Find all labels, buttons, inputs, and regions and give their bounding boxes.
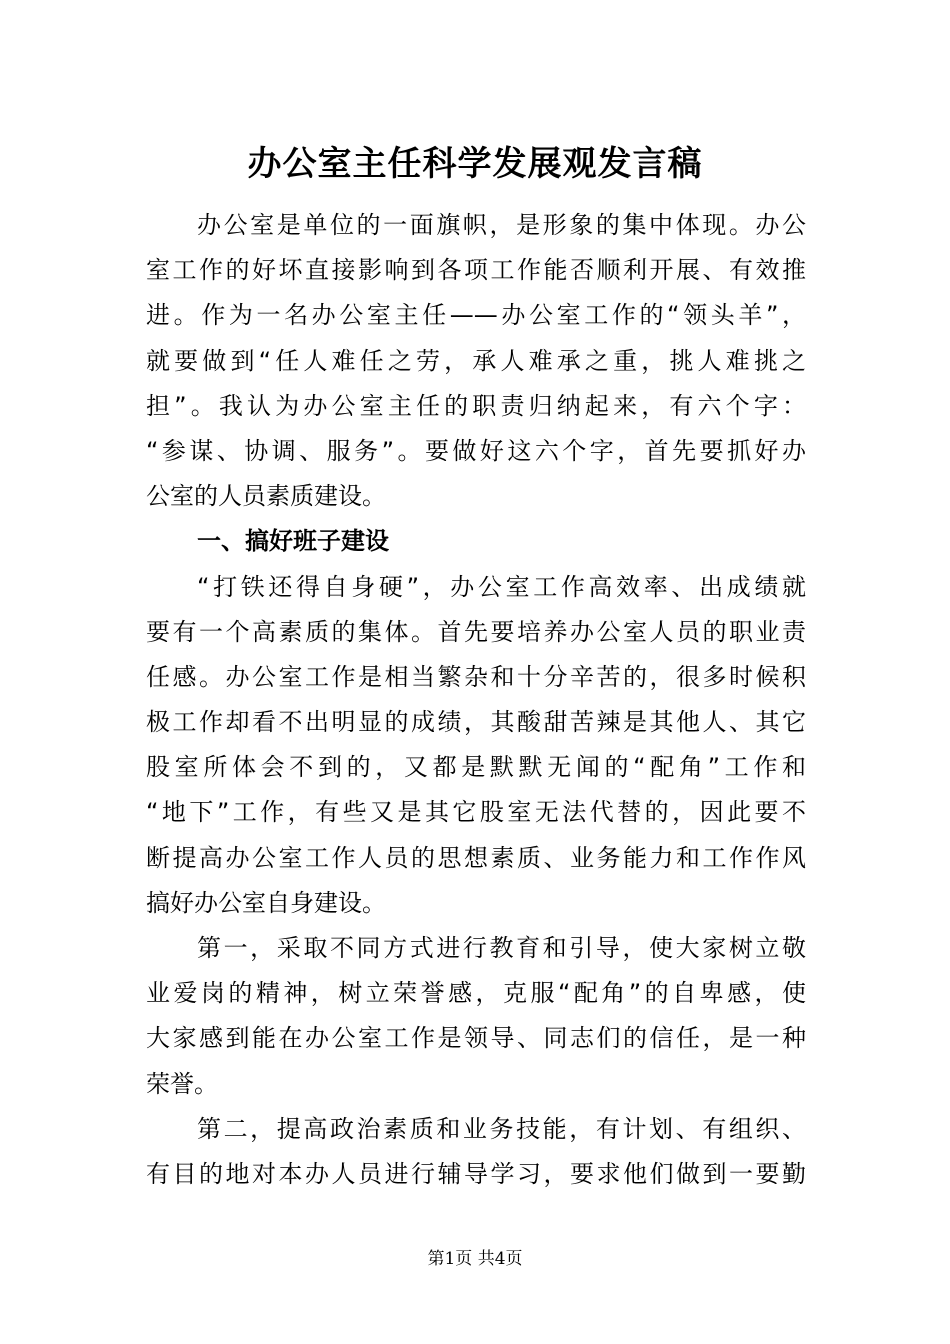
page-footer: 第1页 共4页 [427, 1249, 523, 1269]
paragraph-line: 办公室是单位的一面旗帜，是形象的集中体现。办公 [197, 211, 806, 239]
document-body [146, 203, 806, 1197]
paragraph-line: “打铁还得自身硬”，办公室工作高效率、出成绩就 [197, 572, 806, 601]
paragraph-line: 第一，采取不同方式进行教育和引导，使大家树立敬 [197, 934, 806, 962]
paragraph-line: 业爱岗的精神，树立荣誉感，克服“配角”的自卑感，使 [146, 979, 806, 1008]
paragraph-line: “地下”工作，有些又是其它股室无法代替的，因此要不 [146, 798, 806, 827]
paragraph-line: 股室所体会不到的，又都是默默无闻的“配角”工作和 [146, 753, 806, 782]
paragraph-line: 进。作为一名办公室主任——办公室工作的“领头羊”， [146, 301, 806, 330]
paragraph-line: 第二，提高政治素质和业务技能，有计划、有组织、 [197, 1114, 806, 1143]
paragraph-line: 有目的地对本办人员进行辅导学习，要求他们做到一要勤 [146, 1159, 806, 1188]
paragraph-line: 就要做到“任人难任之劳，承人难承之重，挑人难挑之 [146, 346, 806, 375]
paragraph-line: “参谋、协调、服务”。要做好这六个字，首先要抓好办 [146, 436, 806, 465]
paragraph-line: 任感。办公室工作是相当繁杂和十分辛苦的，很多时候积 [146, 662, 806, 691]
paragraph-line: 荣誉。 [146, 1069, 218, 1098]
paragraph-line: 室工作的好坏直接影响到各项工作能否顺利开展、有效推 [146, 256, 806, 285]
paragraph-line: 极工作却看不出明显的成绩，其酸甜苦辣是其他人、其它 [146, 708, 806, 737]
paragraph-line: 担”。我认为办公室主任的职责归纳起来，有六个字： [146, 391, 806, 420]
document-title: 办公室主任科学发展观发言稿 [247, 144, 703, 184]
paragraph-line: 搞好办公室自身建设。 [146, 888, 386, 917]
paragraph-line: 断提高办公室工作人员的思想素质、业务能力和工作作风 [146, 843, 806, 872]
paragraph-line: 大家感到能在办公室工作是领导、同志们的信任，是一种 [146, 1024, 806, 1053]
paragraph-line: 公室的人员素质建设。 [146, 482, 386, 511]
section-heading: 一、搞好班子建设 [197, 527, 389, 556]
paragraph-line: 要有一个高素质的集体。首先要培养办公室人员的职业责 [146, 617, 806, 646]
